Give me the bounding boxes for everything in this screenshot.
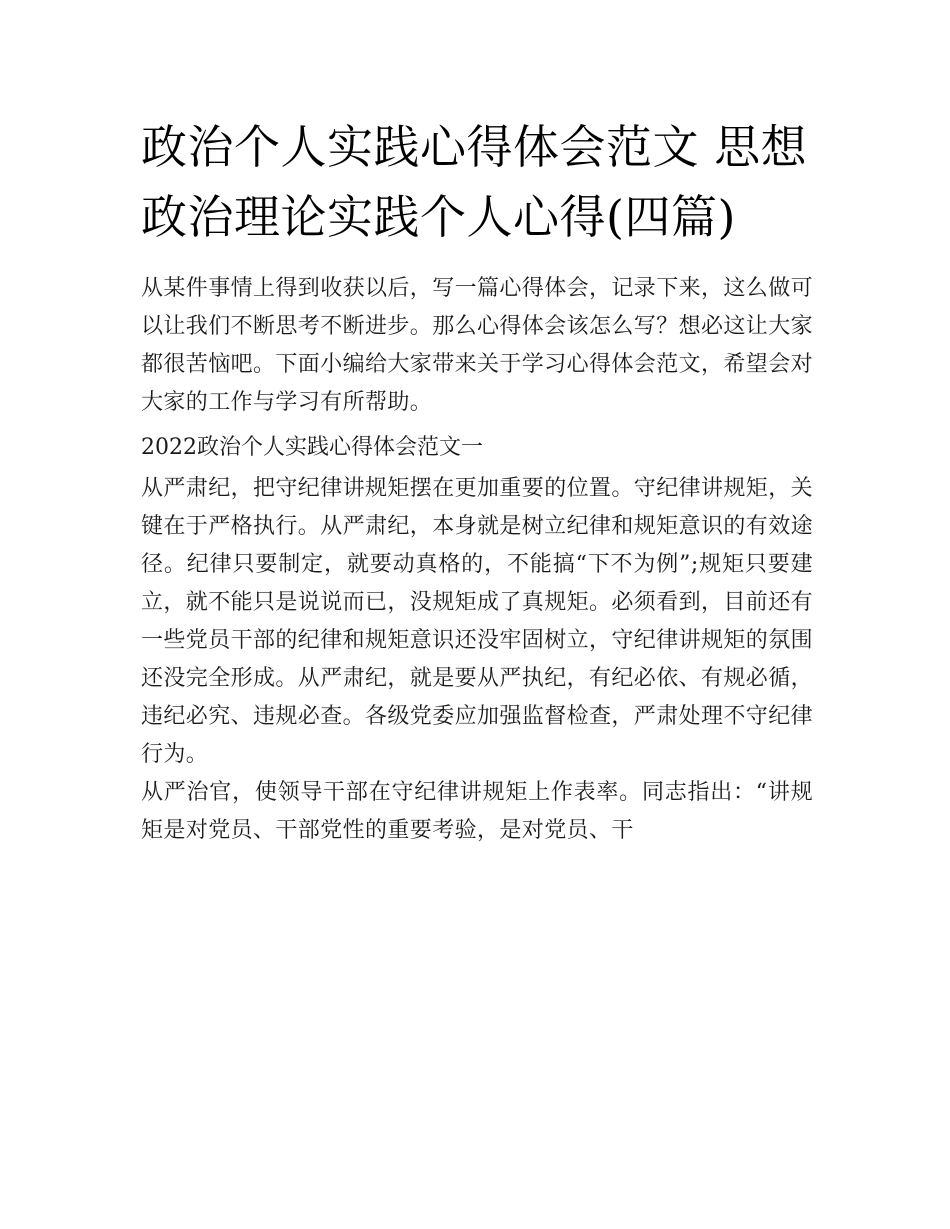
intro-paragraph: 从某件事情上得到收获以后，写一篇心得体会，记录下来，这么做可以让我们不断思考不断进步。那么心得体会该怎么写？想必这让大家都很苦恼吧。下面小编给大家带来关于学习心得体会范文，希望会对大家的工作与学习有所帮助。 bbox=[141, 276, 814, 415]
body-paragraph-1: 从严肃纪，把守纪律讲规矩摆在更加重要的位置。守纪律讲规矩，关键在于严格执行。从严肃纪，本身就是树立纪律和规矩意识的有效途径。纪律只要制定，就要动真格的，不能搞“下不为例”;规矩只要建立，就不能只是说说而已，没规矩成了真规矩。必须看到，目前还有一些党员干部的纪律和规矩意识还没牢固树立，守纪律讲规矩的氛围还没完全形成。从严肃纪，就是要从严执纪，有纪必依、有规必循，违纪必究、违规必查。各级党委应加强监督检查，严肃处理不守纪律行为。 bbox=[141, 476, 814, 767]
body-paragraph-2: 从严治官，使领导干部在守纪律讲规矩上作表率。同志指出：“讲规矩是对党员、干部党性的重要考验，是对党员、干 bbox=[141, 780, 813, 843]
document-title: 政治个人实践心得体会范文 思想政治理论实践个人心得(四篇) bbox=[141, 120, 808, 244]
document-page bbox=[141, 112, 813, 850]
section-heading: 2022政治个人实践心得体会范文一 bbox=[141, 435, 483, 460]
